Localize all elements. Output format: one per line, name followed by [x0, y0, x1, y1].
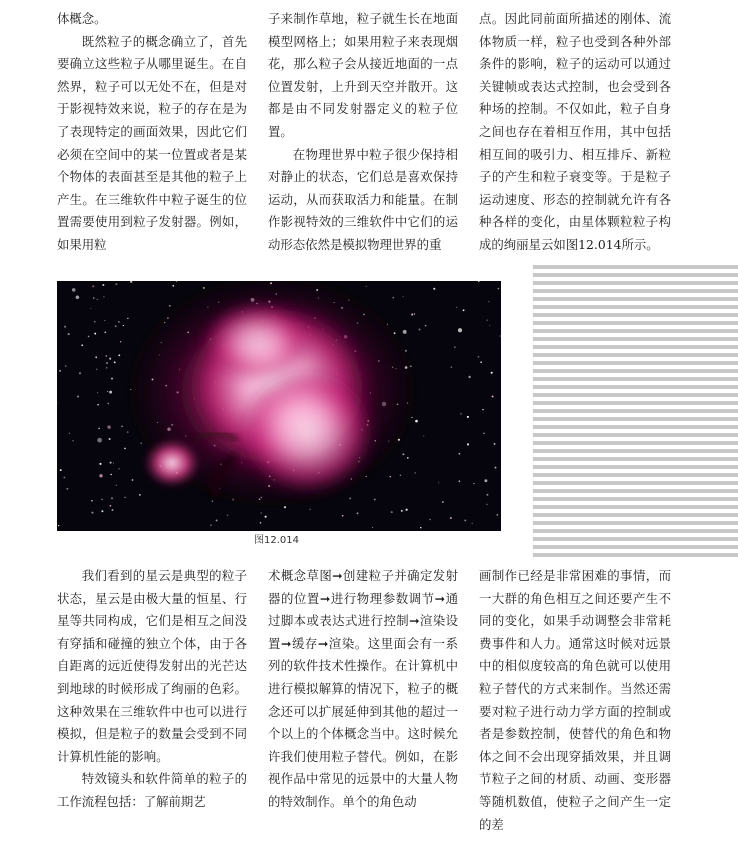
star: [120, 341, 121, 342]
star: [115, 325, 117, 327]
star: [403, 296, 404, 297]
star: [460, 413, 462, 415]
star: [101, 499, 102, 500]
star: [60, 469, 62, 471]
star: [81, 344, 83, 346]
star: [127, 318, 128, 319]
star: [260, 522, 262, 524]
star: [425, 325, 427, 327]
star: [106, 367, 107, 368]
paragraph: 我们看到的星云是典型的粒子状态，星云是由极大量的恒星、行星等共同构成，它们是相互之间没有穿插和碰撞的独立个体，由于各自距离的远近使得发射出的光芒达到地球的时候形成了绚丽的色彩。这种效果在三维软件中也可以进行模拟，但是粒子的数量会受到不同计算机性能的影响。: [57, 568, 247, 764]
star: [121, 425, 123, 427]
star: [99, 474, 102, 477]
paragraph: 既然粒子的概念确立了，首先要确立这些粒子从哪里诞生。在自然界，粒子可以无处不在，但是对于影视特效来说，粒子的存在是为了表现特定的画面效果，因此它们必须在空间中的某一位置或者是某个物体的表面甚至是其他的粒子上产生。在三维软件中粒子诞生的位置需要使用到粒子发射器。例如，如果用粒: [57, 33, 247, 252]
star: [406, 509, 408, 511]
star: [113, 463, 114, 464]
decorative-stripes: [533, 265, 738, 557]
star: [104, 320, 105, 321]
paragraph: 特效镜头和软件简单的粒子的工作流程包括：了解前期艺: [57, 771, 247, 809]
star: [261, 513, 262, 514]
star: [95, 356, 97, 358]
star: [109, 438, 111, 440]
text-column-bottom-1: [57, 565, 247, 814]
star: [486, 504, 487, 505]
star: [495, 467, 497, 469]
star: [92, 285, 94, 287]
star: [112, 509, 114, 511]
star: [391, 511, 393, 513]
star: [76, 296, 80, 300]
star: [94, 333, 96, 335]
star: [109, 358, 111, 360]
paragraph: 在物理世界中粒子很少保持相对静止的状态，它们总是喜欢保持运动，从而获取活力和能量。在制作影视特效的三维软件中它们的运动形态依然是模拟物理世界的重: [268, 146, 458, 252]
star: [72, 288, 76, 292]
star: [115, 283, 117, 285]
star: [442, 501, 444, 503]
star: [124, 448, 126, 450]
star: [97, 299, 98, 300]
star: [97, 404, 99, 406]
star: [478, 356, 480, 358]
star: [489, 325, 490, 326]
star: [110, 505, 112, 507]
star: [374, 499, 376, 501]
star: [93, 297, 94, 298]
star: [414, 313, 416, 315]
paragraph: 术概念草图➞创建粒子并确定发射器的位置➞进行物理参数调节➞通过脚本或表达式进行控制➞渲染设置➞缓存➞渲染。这里面会有一系列的软件技术性操作。在计算机中进行模拟解算的情况下，粒子的概念还可以扩展延伸到其他的超过一个以上的个体概念当中。这时候允许我们使用粒子替代。例如，在影视作品中常见的远景中的大量人物的特效制作。单个的角色动: [268, 568, 458, 809]
star: [114, 361, 116, 363]
star: [124, 497, 125, 498]
star: [110, 462, 112, 464]
star: [484, 479, 487, 482]
star: [111, 378, 113, 380]
star: [497, 514, 499, 516]
star: [58, 525, 59, 526]
star: [498, 288, 500, 290]
star: [401, 510, 403, 512]
star: [400, 475, 401, 476]
nebula-image: [57, 281, 501, 531]
star: [414, 472, 416, 474]
star: [107, 391, 108, 392]
star: [59, 370, 61, 372]
star: [486, 494, 488, 496]
star: [407, 457, 409, 459]
star: [390, 476, 392, 478]
star: [480, 361, 482, 363]
star: [467, 443, 469, 445]
star: [91, 512, 93, 514]
star: [90, 308, 91, 309]
star: [104, 332, 106, 334]
star: [402, 453, 404, 455]
star: [123, 325, 124, 326]
star: [349, 497, 351, 499]
text-column-bottom-2: [268, 565, 458, 814]
star: [492, 395, 494, 397]
star: [101, 510, 103, 512]
star: [118, 468, 119, 469]
star: [216, 519, 218, 521]
star: [459, 453, 461, 455]
star: [139, 494, 141, 496]
star: [127, 431, 129, 433]
paragraph: 子来制作草地，粒子就生长在地面模型网格上；如果用粒子来表现烟花，那么粒子会从接近地面的一点位置发射，上升到天空并散开。这都是由不同发射器定义的粒子位置。: [268, 11, 458, 139]
star: [210, 524, 212, 526]
paragraph: 体概念。: [57, 11, 107, 26]
star: [227, 514, 229, 516]
star: [467, 416, 469, 418]
star: [372, 527, 373, 528]
star: [265, 516, 267, 518]
star: [456, 307, 457, 308]
paragraph: 点。因此同前面所描述的刚体、流体物质一样，粒子也受到各种外部条件的影响，粒子的运动可以通过关键帧或表达式控制，也会受到各种场的控制。不仅如此，粒子自身之间也存在着相互作用，其中包括相互间的吸引力、相互排斥、新粒子的产生和粒子衰变等。于是粒子运动速度、形态的控制就允许有各种各样的变化，由星体颗粒粒子构成的绚丽星云如图12.014所示。: [479, 11, 671, 252]
star: [111, 498, 112, 499]
star: [99, 463, 101, 465]
star: [116, 485, 117, 486]
star: [88, 336, 90, 338]
text-column-top-1: [57, 8, 247, 257]
star: [357, 512, 359, 514]
text-column-top-2: [268, 8, 458, 257]
star: [102, 284, 104, 286]
star: [500, 335, 501, 337]
star: [454, 347, 455, 348]
star: [420, 527, 421, 528]
star: [423, 436, 424, 437]
star: [482, 409, 483, 410]
star: [429, 519, 431, 521]
star: [433, 288, 435, 290]
paragraph: 画制作已经是非常困难的事情，而一大群的角色相互之间还要产生不同的变化，如果手动调整会非常耗费事件和人力。通常这时候对远景中的相似度较高的角色就可以使用粒子替代的方式来制作。当然还需要对粒子进行动力学方面的控制或者是参数控制，使替代的角色和物体之间不会出现穿插效果，并且调节粒子之间的材质、动画、变形器等随机数值，使粒子之间产生一定的差: [479, 568, 671, 832]
star: [66, 488, 68, 490]
star: [107, 403, 109, 405]
star: [107, 425, 110, 428]
star: [97, 438, 102, 443]
star: [106, 362, 108, 364]
star: [494, 443, 496, 445]
star: [97, 392, 98, 393]
star: [64, 326, 66, 328]
star: [411, 313, 413, 315]
star: [63, 477, 65, 479]
star: [103, 296, 104, 297]
star: [132, 479, 134, 481]
star: [342, 515, 344, 517]
star: [109, 391, 112, 394]
star: [94, 321, 95, 322]
star: [65, 365, 67, 367]
star: [458, 328, 462, 332]
star: [483, 433, 484, 434]
star: [491, 372, 493, 374]
star: [79, 372, 81, 374]
star: [72, 440, 73, 441]
star: [451, 366, 452, 367]
figure-caption: 图12.014: [254, 535, 299, 546]
star: [464, 519, 466, 521]
star: [486, 319, 487, 320]
star: [488, 301, 489, 302]
text-column-bottom-3: [479, 565, 671, 836]
star: [463, 309, 465, 311]
star: [77, 396, 79, 398]
star: [96, 369, 97, 370]
star: [472, 523, 473, 524]
star: [68, 333, 70, 335]
star: [393, 297, 394, 298]
star: [118, 354, 120, 356]
star: [69, 433, 70, 434]
star: [105, 355, 107, 357]
star: [459, 480, 461, 482]
star: [110, 474, 111, 475]
star: [450, 517, 452, 519]
star: [309, 509, 310, 510]
star: [172, 285, 174, 287]
star: [98, 428, 100, 430]
star: [366, 286, 367, 287]
star: [91, 500, 93, 502]
star: [438, 482, 439, 483]
star: [473, 483, 474, 484]
text-column-top-3: [479, 8, 671, 257]
star: [419, 329, 421, 331]
star: [468, 376, 470, 378]
star: [118, 321, 120, 323]
